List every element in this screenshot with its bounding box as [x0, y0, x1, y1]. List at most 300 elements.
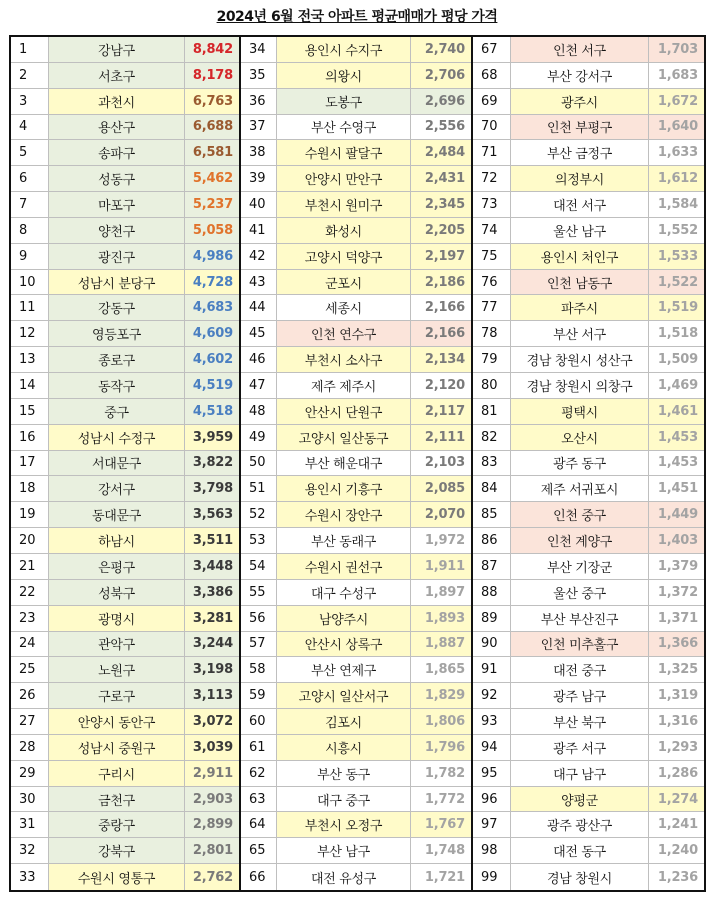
price-cell: 3,959	[185, 425, 239, 450]
price-cell: 1,316	[649, 709, 704, 734]
region-name-cell: 세종시	[277, 295, 411, 320]
table-row	[11, 502, 239, 528]
price-cell: 2,111	[411, 425, 471, 450]
rank-cell: 41	[241, 218, 277, 243]
region-name-cell: 울산 중구	[511, 580, 649, 605]
table-row	[11, 864, 239, 890]
rank-cell: 36	[241, 89, 277, 114]
price-cell: 1,703	[649, 37, 704, 62]
table-row	[241, 709, 471, 735]
region-name-cell: 서초구	[49, 63, 185, 88]
rank-cell: 32	[11, 838, 49, 863]
region-name-cell: 수원시 장안구	[277, 502, 411, 527]
price-cell: 1,519	[649, 295, 704, 320]
region-name-cell: 부산 부산진구	[511, 606, 649, 631]
price-cell: 4,519	[185, 373, 239, 398]
ranking-column-1	[11, 37, 239, 890]
price-cell: 2,556	[411, 115, 471, 140]
rank-cell: 22	[11, 580, 49, 605]
table-row	[241, 683, 471, 709]
price-cell: 1,893	[411, 606, 471, 631]
table-row	[11, 476, 239, 502]
region-name-cell: 성북구	[49, 580, 185, 605]
region-name-cell: 송파구	[49, 140, 185, 165]
price-cell: 3,039	[185, 735, 239, 760]
region-name-cell: 수원시 팔달구	[277, 140, 411, 165]
table-row	[473, 502, 704, 528]
table-row	[473, 606, 704, 632]
region-name-cell: 고양시 일산동구	[277, 425, 411, 450]
price-cell: 1,451	[649, 476, 704, 501]
rank-cell: 51	[241, 476, 277, 501]
region-name-cell: 구리시	[49, 761, 185, 786]
price-cell: 3,198	[185, 657, 239, 682]
price-cell: 8,842	[185, 37, 239, 62]
region-name-cell: 대전 서구	[511, 192, 649, 217]
table-row	[473, 295, 704, 321]
rank-cell: 18	[11, 476, 49, 501]
table-row	[473, 451, 704, 477]
rank-cell: 53	[241, 528, 277, 553]
table-row	[241, 399, 471, 425]
table-row	[241, 787, 471, 813]
table-row	[11, 218, 239, 244]
ranking-column-3	[473, 37, 704, 890]
table-row	[473, 270, 704, 296]
rank-cell: 61	[241, 735, 277, 760]
table-row	[11, 347, 239, 373]
region-name-cell: 울산 남구	[511, 218, 649, 243]
table-row	[11, 399, 239, 425]
rank-cell: 44	[241, 295, 277, 320]
region-name-cell: 광주시	[511, 89, 649, 114]
price-cell: 2,801	[185, 838, 239, 863]
rank-cell: 55	[241, 580, 277, 605]
table-row	[473, 709, 704, 735]
region-name-cell: 대구 수성구	[277, 580, 411, 605]
price-cell: 5,462	[185, 166, 239, 191]
rank-cell: 84	[473, 476, 511, 501]
region-name-cell: 인천 남동구	[511, 270, 649, 295]
rank-cell: 64	[241, 812, 277, 837]
region-name-cell: 관악구	[49, 632, 185, 657]
rank-cell: 35	[241, 63, 277, 88]
region-name-cell: 용인시 수지구	[277, 37, 411, 62]
price-cell: 1,274	[649, 787, 704, 812]
price-cell: 2,166	[411, 295, 471, 320]
rank-cell: 7	[11, 192, 49, 217]
table-row	[11, 606, 239, 632]
table-row	[473, 528, 704, 554]
rank-cell: 67	[473, 37, 511, 62]
rank-cell: 99	[473, 864, 511, 890]
price-cell: 2,484	[411, 140, 471, 165]
region-name-cell: 광주 남구	[511, 683, 649, 708]
table-row	[241, 864, 471, 890]
region-name-cell: 대전 중구	[511, 657, 649, 682]
table-row	[241, 657, 471, 683]
price-cell: 1,461	[649, 399, 704, 424]
region-name-cell: 부산 강서구	[511, 63, 649, 88]
region-name-cell: 파주시	[511, 295, 649, 320]
region-name-cell: 안양시 만안구	[277, 166, 411, 191]
rank-cell: 59	[241, 683, 277, 708]
region-name-cell: 금천구	[49, 787, 185, 812]
table-row	[241, 244, 471, 270]
price-cell: 1,319	[649, 683, 704, 708]
region-name-cell: 제주 서귀포시	[511, 476, 649, 501]
rank-cell: 25	[11, 657, 49, 682]
table-row	[11, 425, 239, 451]
rank-cell: 46	[241, 347, 277, 372]
rank-cell: 81	[473, 399, 511, 424]
table-row	[11, 295, 239, 321]
region-name-cell: 광진구	[49, 244, 185, 269]
price-cell: 5,237	[185, 192, 239, 217]
price-cell: 3,563	[185, 502, 239, 527]
price-cell: 2,911	[185, 761, 239, 786]
table-row	[11, 140, 239, 166]
table-row	[473, 89, 704, 115]
price-cell: 2,696	[411, 89, 471, 114]
region-name-cell: 영등포구	[49, 321, 185, 346]
region-name-cell: 용인시 기흥구	[277, 476, 411, 501]
price-cell: 1,887	[411, 632, 471, 657]
table-row	[473, 399, 704, 425]
price-cell: 3,511	[185, 528, 239, 553]
price-cell: 1,782	[411, 761, 471, 786]
rank-cell: 73	[473, 192, 511, 217]
rank-cell: 23	[11, 606, 49, 631]
rank-cell: 65	[241, 838, 277, 863]
table-row	[11, 528, 239, 554]
price-cell: 3,244	[185, 632, 239, 657]
price-cell: 4,602	[185, 347, 239, 372]
region-name-cell: 양평군	[511, 787, 649, 812]
rank-cell: 48	[241, 399, 277, 424]
rank-cell: 19	[11, 502, 49, 527]
rank-cell: 31	[11, 812, 49, 837]
price-cell: 2,120	[411, 373, 471, 398]
table-row	[11, 632, 239, 658]
table-row	[11, 812, 239, 838]
title-area	[0, 6, 714, 26]
price-cell: 1,453	[649, 451, 704, 476]
rank-cell: 62	[241, 761, 277, 786]
rank-cell: 34	[241, 37, 277, 62]
region-name-cell: 경남 창원시 의창구	[511, 373, 649, 398]
region-name-cell: 제주 제주시	[277, 373, 411, 398]
price-cell: 1,865	[411, 657, 471, 682]
rank-cell: 27	[11, 709, 49, 734]
region-name-cell: 은평구	[49, 554, 185, 579]
rank-cell: 95	[473, 761, 511, 786]
rank-cell: 26	[11, 683, 49, 708]
table-row	[241, 218, 471, 244]
table-row	[11, 192, 239, 218]
region-name-cell: 중랑구	[49, 812, 185, 837]
table-row	[241, 606, 471, 632]
table-row	[241, 373, 471, 399]
region-name-cell: 평택시	[511, 399, 649, 424]
rank-cell: 69	[473, 89, 511, 114]
region-name-cell: 강동구	[49, 295, 185, 320]
table-row	[241, 528, 471, 554]
table-row	[473, 761, 704, 787]
table-row	[11, 787, 239, 813]
region-name-cell: 부산 금정구	[511, 140, 649, 165]
price-cell: 1,584	[649, 192, 704, 217]
rank-cell: 89	[473, 606, 511, 631]
region-name-cell: 광주 동구	[511, 451, 649, 476]
region-name-cell: 동대문구	[49, 502, 185, 527]
region-name-cell: 대전 동구	[511, 838, 649, 863]
table-row	[11, 373, 239, 399]
region-name-cell: 의정부시	[511, 166, 649, 191]
price-cell: 6,688	[185, 115, 239, 140]
table-row	[241, 735, 471, 761]
region-name-cell: 하남시	[49, 528, 185, 553]
table-row	[241, 166, 471, 192]
price-cell: 1,403	[649, 528, 704, 553]
price-cell: 1,806	[411, 709, 471, 734]
rank-cell: 90	[473, 632, 511, 657]
table-row	[241, 115, 471, 141]
rank-cell: 96	[473, 787, 511, 812]
price-cell: 1,366	[649, 632, 704, 657]
table-row	[11, 735, 239, 761]
rank-cell: 80	[473, 373, 511, 398]
rank-cell: 87	[473, 554, 511, 579]
rank-cell: 29	[11, 761, 49, 786]
rank-cell: 38	[241, 140, 277, 165]
table-row	[473, 218, 704, 244]
price-cell: 3,822	[185, 451, 239, 476]
price-cell: 1,241	[649, 812, 704, 837]
rank-cell: 1	[11, 37, 49, 62]
table-row	[241, 425, 471, 451]
region-name-cell: 경남 창원시 성산구	[511, 347, 649, 372]
table-row	[473, 192, 704, 218]
price-cell: 1,633	[649, 140, 704, 165]
region-name-cell: 강북구	[49, 838, 185, 863]
table-row	[473, 657, 704, 683]
region-name-cell: 부산 연제구	[277, 657, 411, 682]
price-cell: 1,897	[411, 580, 471, 605]
price-cell: 5,058	[185, 218, 239, 243]
price-cell: 1,672	[649, 89, 704, 114]
table-row	[11, 580, 239, 606]
region-name-cell: 화성시	[277, 218, 411, 243]
rank-cell: 8	[11, 218, 49, 243]
table-row	[11, 37, 239, 63]
region-name-cell: 인천 중구	[511, 502, 649, 527]
region-name-cell: 시흥시	[277, 735, 411, 760]
price-cell: 1,469	[649, 373, 704, 398]
region-name-cell: 부산 동구	[277, 761, 411, 786]
region-name-cell: 종로구	[49, 347, 185, 372]
region-name-cell: 노원구	[49, 657, 185, 682]
rank-cell: 45	[241, 321, 277, 346]
price-cell: 1,379	[649, 554, 704, 579]
table-row	[473, 321, 704, 347]
region-name-cell: 인천 연수구	[277, 321, 411, 346]
rank-cell: 28	[11, 735, 49, 760]
price-cell: 1,293	[649, 735, 704, 760]
price-cell: 1,522	[649, 270, 704, 295]
price-cell: 1,911	[411, 554, 471, 579]
region-name-cell: 강남구	[49, 37, 185, 62]
region-name-cell: 용산구	[49, 115, 185, 140]
price-cell: 2,166	[411, 321, 471, 346]
price-cell: 2,903	[185, 787, 239, 812]
rank-cell: 42	[241, 244, 277, 269]
rank-cell: 78	[473, 321, 511, 346]
rank-cell: 33	[11, 864, 49, 890]
price-cell: 1,453	[649, 425, 704, 450]
price-cell: 3,386	[185, 580, 239, 605]
rank-cell: 57	[241, 632, 277, 657]
region-name-cell: 동작구	[49, 373, 185, 398]
rank-cell: 4	[11, 115, 49, 140]
price-cell: 1,371	[649, 606, 704, 631]
rank-cell: 6	[11, 166, 49, 191]
region-name-cell: 남양주시	[277, 606, 411, 631]
rank-cell: 88	[473, 580, 511, 605]
rank-cell: 83	[473, 451, 511, 476]
region-name-cell: 부산 동래구	[277, 528, 411, 553]
rank-cell: 37	[241, 115, 277, 140]
region-name-cell: 부산 해운대구	[277, 451, 411, 476]
table-row	[241, 761, 471, 787]
table-row	[473, 115, 704, 141]
price-cell: 4,609	[185, 321, 239, 346]
price-cell: 1,796	[411, 735, 471, 760]
rank-cell: 9	[11, 244, 49, 269]
table-row	[473, 812, 704, 838]
table-row	[473, 864, 704, 890]
rank-cell: 20	[11, 528, 49, 553]
price-cell: 4,518	[185, 399, 239, 424]
rank-cell: 70	[473, 115, 511, 140]
region-name-cell: 부산 북구	[511, 709, 649, 734]
price-cell: 1,972	[411, 528, 471, 553]
region-name-cell: 부산 남구	[277, 838, 411, 863]
table-row	[241, 451, 471, 477]
rank-cell: 5	[11, 140, 49, 165]
price-cell: 1,612	[649, 166, 704, 191]
table-row	[473, 37, 704, 63]
rank-cell: 47	[241, 373, 277, 398]
region-name-cell: 인천 계양구	[511, 528, 649, 553]
region-name-cell: 안산시 단원구	[277, 399, 411, 424]
region-name-cell: 광주 서구	[511, 735, 649, 760]
rank-cell: 75	[473, 244, 511, 269]
price-cell: 1,325	[649, 657, 704, 682]
rank-cell: 54	[241, 554, 277, 579]
rank-cell: 82	[473, 425, 511, 450]
table-row	[11, 244, 239, 270]
region-name-cell: 대구 남구	[511, 761, 649, 786]
table-row	[473, 683, 704, 709]
price-cell: 1,683	[649, 63, 704, 88]
table-row	[241, 554, 471, 580]
table-row	[11, 63, 239, 89]
price-cell: 2,740	[411, 37, 471, 62]
region-name-cell: 성동구	[49, 166, 185, 191]
rank-cell: 52	[241, 502, 277, 527]
region-name-cell: 안산시 상록구	[277, 632, 411, 657]
table-row	[473, 476, 704, 502]
ranking-column-2	[241, 37, 471, 890]
price-cell: 3,448	[185, 554, 239, 579]
rank-cell: 10	[11, 270, 49, 295]
rank-cell: 24	[11, 632, 49, 657]
page-title: 2024년 6월 전국 아파트 평균매매가 평당 가격	[216, 9, 498, 25]
region-name-cell: 부산 수영구	[277, 115, 411, 140]
rank-cell: 49	[241, 425, 277, 450]
table-row	[473, 787, 704, 813]
region-name-cell: 대구 중구	[277, 787, 411, 812]
table-row	[241, 295, 471, 321]
table-row	[11, 89, 239, 115]
table-row	[11, 321, 239, 347]
table-row	[241, 632, 471, 658]
rank-cell: 40	[241, 192, 277, 217]
region-name-cell: 도봉구	[277, 89, 411, 114]
price-cell: 1,240	[649, 838, 704, 863]
region-name-cell: 고양시 일산서구	[277, 683, 411, 708]
rank-cell: 93	[473, 709, 511, 734]
price-cell: 2,431	[411, 166, 471, 191]
rank-cell: 39	[241, 166, 277, 191]
table-row	[241, 502, 471, 528]
table-row	[11, 838, 239, 864]
price-cell: 1,286	[649, 761, 704, 786]
price-cell: 3,113	[185, 683, 239, 708]
region-name-cell: 수원시 영통구	[49, 864, 185, 890]
region-name-cell: 광명시	[49, 606, 185, 631]
region-name-cell: 부천시 오정구	[277, 812, 411, 837]
region-name-cell: 의왕시	[277, 63, 411, 88]
rank-cell: 60	[241, 709, 277, 734]
region-name-cell: 안양시 동안구	[49, 709, 185, 734]
region-name-cell: 과천시	[49, 89, 185, 114]
table-row	[11, 709, 239, 735]
region-name-cell: 성남시 분당구	[49, 270, 185, 295]
rank-cell: 15	[11, 399, 49, 424]
region-name-cell: 마포구	[49, 192, 185, 217]
rank-cell: 72	[473, 166, 511, 191]
region-name-cell: 군포시	[277, 270, 411, 295]
table-row	[241, 347, 471, 373]
price-ranking-table	[9, 35, 706, 892]
region-name-cell: 인천 부평구	[511, 115, 649, 140]
rank-cell: 92	[473, 683, 511, 708]
region-name-cell: 성남시 중원구	[49, 735, 185, 760]
table-row	[241, 140, 471, 166]
region-name-cell: 경남 창원시	[511, 864, 649, 890]
rank-cell: 77	[473, 295, 511, 320]
table-row	[11, 270, 239, 296]
region-name-cell: 인천 미추홀구	[511, 632, 649, 657]
rank-cell: 30	[11, 787, 49, 812]
price-cell: 1,829	[411, 683, 471, 708]
rank-cell: 58	[241, 657, 277, 682]
rank-cell: 85	[473, 502, 511, 527]
rank-cell: 68	[473, 63, 511, 88]
rank-cell: 2	[11, 63, 49, 88]
